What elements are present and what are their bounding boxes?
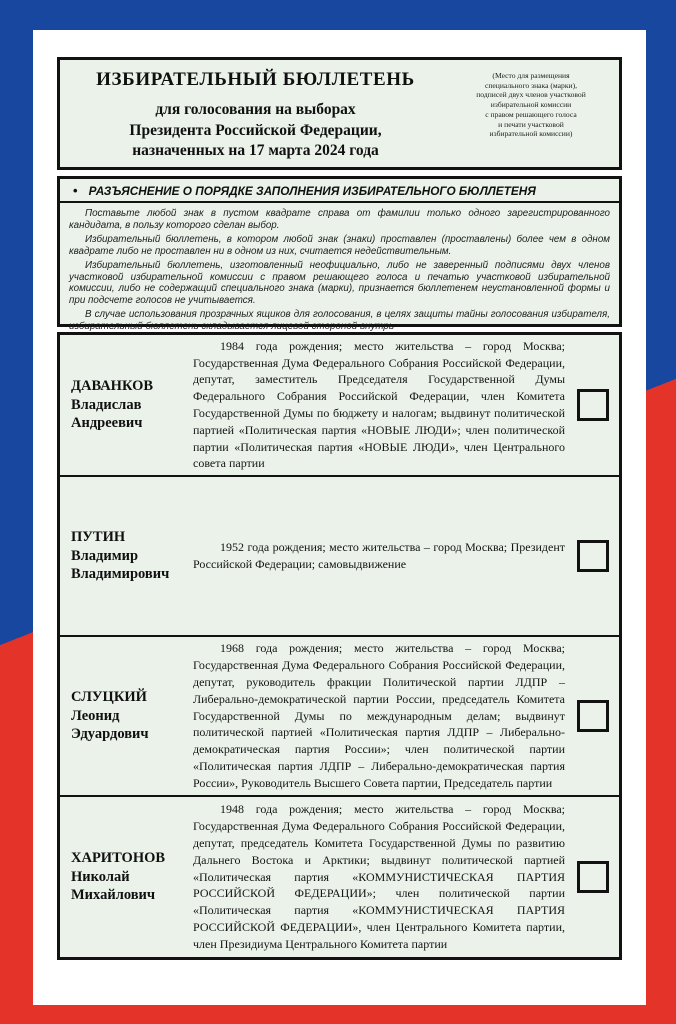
- candidate-name: [60, 528, 193, 585]
- stamp-note-line: специального знака (марки),: [484, 80, 577, 90]
- candidate-name: [60, 849, 193, 906]
- candidate-row-slutsky: [60, 635, 619, 795]
- candidate-surname: ХАРИТОНОВ: [71, 849, 166, 866]
- instruction-paragraph: В случае использования прозрачных ящиков для голосования, в целях защиты тайны голосования избирателя, избирательный бюллетень складывается лицевой стороной внутрь: [69, 309, 610, 332]
- stamp-note-line: подписей двух членов участковой: [476, 90, 586, 100]
- checkbox-column: [567, 861, 619, 893]
- bullet-icon: •: [73, 183, 78, 198]
- ballot-title-block: [60, 60, 451, 167]
- stamp-placeholder-note: [451, 60, 619, 167]
- candidate-patronymic: Эдуардович: [71, 726, 149, 743]
- checkbox-column: [567, 540, 619, 572]
- candidate-patronymic: Андреевич: [71, 415, 143, 432]
- candidate-surname: ПУТИН: [71, 528, 126, 545]
- candidate-surname: ДАВАНКОВ: [71, 377, 154, 394]
- candidate-row-davankov: [60, 335, 619, 475]
- instructions-heading-text: РАЗЪЯСНЕНИЕ О ПОРЯДКЕ ЗАПОЛНЕНИЯ ИЗБИРАТЕЛЬНОГО БЮЛЛЕТЕНЯ: [88, 183, 536, 198]
- candidate-first-name: Леонид: [71, 707, 120, 724]
- ballot-subtitle-line: Президента Российской Федерации,: [129, 121, 382, 139]
- candidate-checkbox[interactable]: [577, 389, 609, 421]
- instructions-section: [57, 176, 622, 332]
- ballot-subtitle-line: для голосования на выборах: [155, 101, 356, 118]
- ballot-header: [57, 57, 622, 170]
- candidate-patronymic: Владимирович: [71, 566, 170, 583]
- candidate-row-kharitonov: [60, 795, 619, 957]
- stamp-note-line: с правом решающего голоса: [485, 109, 577, 119]
- stamp-note-line: и печати участковой: [498, 119, 564, 129]
- stamp-note-line: избирательной комиссии: [490, 100, 572, 110]
- candidate-description: 1984 года рождения; место жительства – город Москва; Государственная Дума Федерального Собрания Российской Федерации, депутат, заместитель Председателя Государственной Думы Федерального Собрания Российской Федерации, член Комитета Государственной Думы по бюджету и налогам; выдвинут политической партией «Политическая партия «НОВЫЕ ЛЮДИ»; член политической партии «Политическая партия «НОВЫЕ ЛЮДИ», член Центрального совета партии: [193, 338, 565, 471]
- instructions-heading: [60, 179, 619, 203]
- stamp-note-line: избирательной комиссии): [489, 129, 573, 139]
- candidate-row-putin: [60, 475, 619, 635]
- checkbox-column: [567, 700, 619, 732]
- candidate-surname: СЛУЦКИЙ: [71, 688, 147, 705]
- candidate-checkbox[interactable]: [577, 700, 609, 732]
- candidate-description: 1968 года рождения; место жительства – город Москва; Государственная Дума Федерального Собрания Российской Федерации, депутат, руководитель фракции Политической партии ЛДПР – Либерально-демократической партии России, председатель Комитета Государственной Думы по международным делам; выдвинут политической партией «Политическая партия ЛДПР – Либерально-демократическая партия России»; член политической партии «Политическая партия ЛДПР – Либерально-демократическая партия России», Руководитель Высшего Совета партии, Председатель партии: [193, 641, 565, 790]
- candidate-first-name: Владимир: [71, 547, 139, 564]
- candidate-first-name: Владислав: [71, 396, 142, 413]
- instructions-body: [60, 203, 619, 332]
- ballot-title: ИЗБИРАТЕЛЬНЫЙ БЮЛЛЕТЕНЬ: [96, 69, 415, 90]
- candidate-first-name: Николай: [71, 868, 130, 885]
- instruction-paragraph: Поставьте любой знак в пустом квадрате справа от фамилии только одного зарегистрированного кандидата, в пользу которого сделан выбор.: [69, 208, 610, 231]
- instruction-paragraph: Избирательный бюллетень, изготовленный неофициально, либо не заверенный подписями двух членов участковой избирательной комиссии с правом решающего голоса и печатью участковой избирательной комиссии, либо не содержащий специального знака (марки), признается бюллетенем неустановленной формы и при подсчете голосов не учитывается.: [69, 260, 610, 306]
- candidate-name: [60, 377, 193, 434]
- candidate-checkbox[interactable]: [577, 861, 609, 893]
- ballot-subtitle: [60, 100, 451, 162]
- candidates-table: [57, 332, 622, 960]
- candidate-description: 1952 года рождения; место жительства – город Москва; Президент Российской Федерации; самовыдвижение: [193, 540, 565, 571]
- ballot-subtitle-line: назначенных на 17 марта 2024 года: [132, 142, 379, 160]
- candidate-patronymic: Михайлович: [71, 887, 156, 904]
- checkbox-column: [567, 389, 619, 421]
- candidate-name: [60, 688, 193, 745]
- candidate-description: 1948 года рождения; место жительства – город Москва; Государственная Дума Федерального Собрания Российской Федерации, депутат, председатель Комитета Государственной Думы по развитию Дальнего Востока и Арктики; выдвинут политической партией «Политическая партия «КОММУНИСТИЧЕСКАЯ ПАРТИЯ РОССИЙСКОЙ ФЕДЕРАЦИИ»; член политической партии «Политическая партия «КОММУНИСТИЧЕСКАЯ ПАРТИЯ РОССИЙСКОЙ ФЕДЕРАЦИИ», член Центрального Комитета партии, член Президиума Центрального Комитета партии: [193, 802, 565, 951]
- instruction-paragraph: Избирательный бюллетень, в котором любой знак (знаки) проставлен (проставлены) более чем в одном квадрате либо не проставлен ни в одном из них, считается недействительным.: [69, 234, 610, 257]
- candidate-checkbox[interactable]: [577, 540, 609, 572]
- stamp-note-line: (Место для размещения: [492, 71, 570, 80]
- ballot-paper: [33, 30, 646, 1005]
